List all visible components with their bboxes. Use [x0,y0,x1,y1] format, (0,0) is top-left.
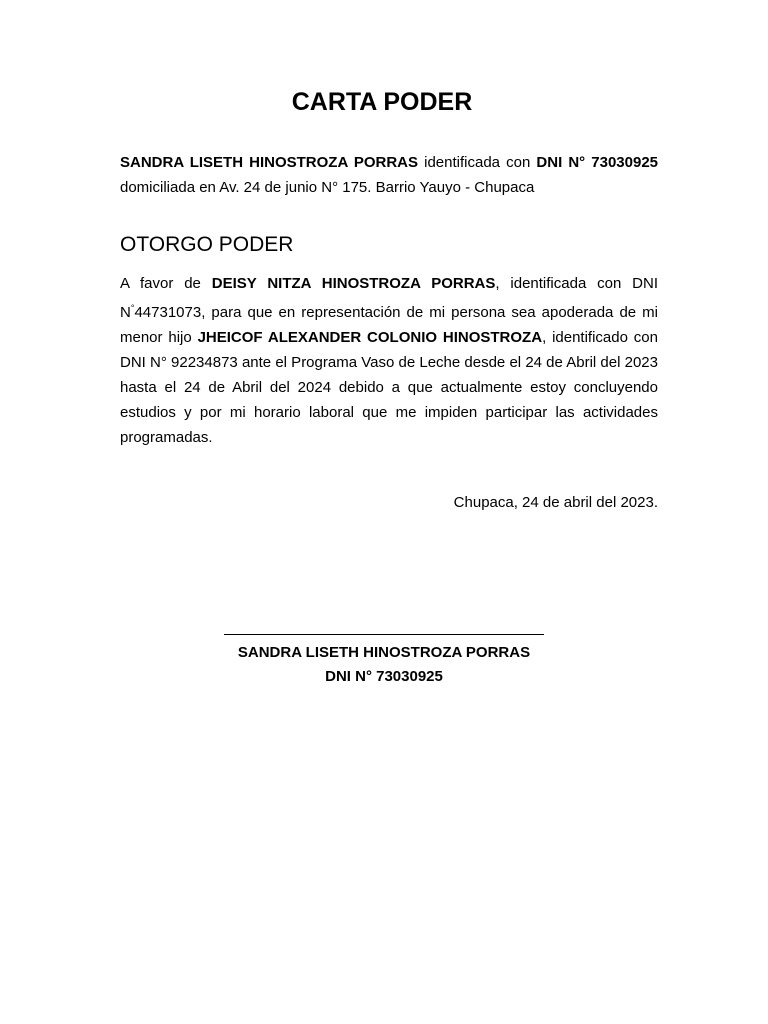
date-line: Chupaca, 24 de abril del 2023. [453,494,658,511]
grantor-dni: DNI N° 73030925 [536,154,659,171]
degree-mark: ° [130,303,135,313]
minor-name: JHEICOF ALEXANDER COLONIO HINOSTROZA [197,329,543,346]
body-text-4: , identificado con DNI N° 92234873 ante el Programa Vaso de Leche desde el 24 de Abril del 2023 hasta el 24 de Abril del 2024 debido a que actualmente estoy concluyendo estudios y por mi horario laboral que me impiden participar las actividades programadas. [120,329,658,446]
body-text-1: A favor de [120,275,212,292]
grantee-name: DEISY NITZA HINOSTROZA PORRAS [211,275,496,292]
grantor-name: SANDRA LISETH HINOSTROZA PORRAS [120,154,419,171]
signature-name: SANDRA LISETH HINOSTROZA PORRAS [237,644,531,661]
signature-line [224,634,544,635]
body-text-2: , identificada con DNI N [120,275,658,321]
document-title: CARTA PODER [291,88,473,116]
signature-dni: DNI N° 73030925 [325,668,443,685]
intro-paragraph [120,150,658,200]
intro-text-1: identificada con [418,154,537,171]
body-text-3: 44731073, para que en representación de mi persona sea apoderada de mi menor hijo [120,304,658,346]
section-heading: OTORGO PODER [120,233,294,256]
intro-text-2: domiciliada en Av. 24 de junio N° 175. Barrio Yauyo - Chupaca [120,179,535,196]
body-paragraph [120,271,658,450]
